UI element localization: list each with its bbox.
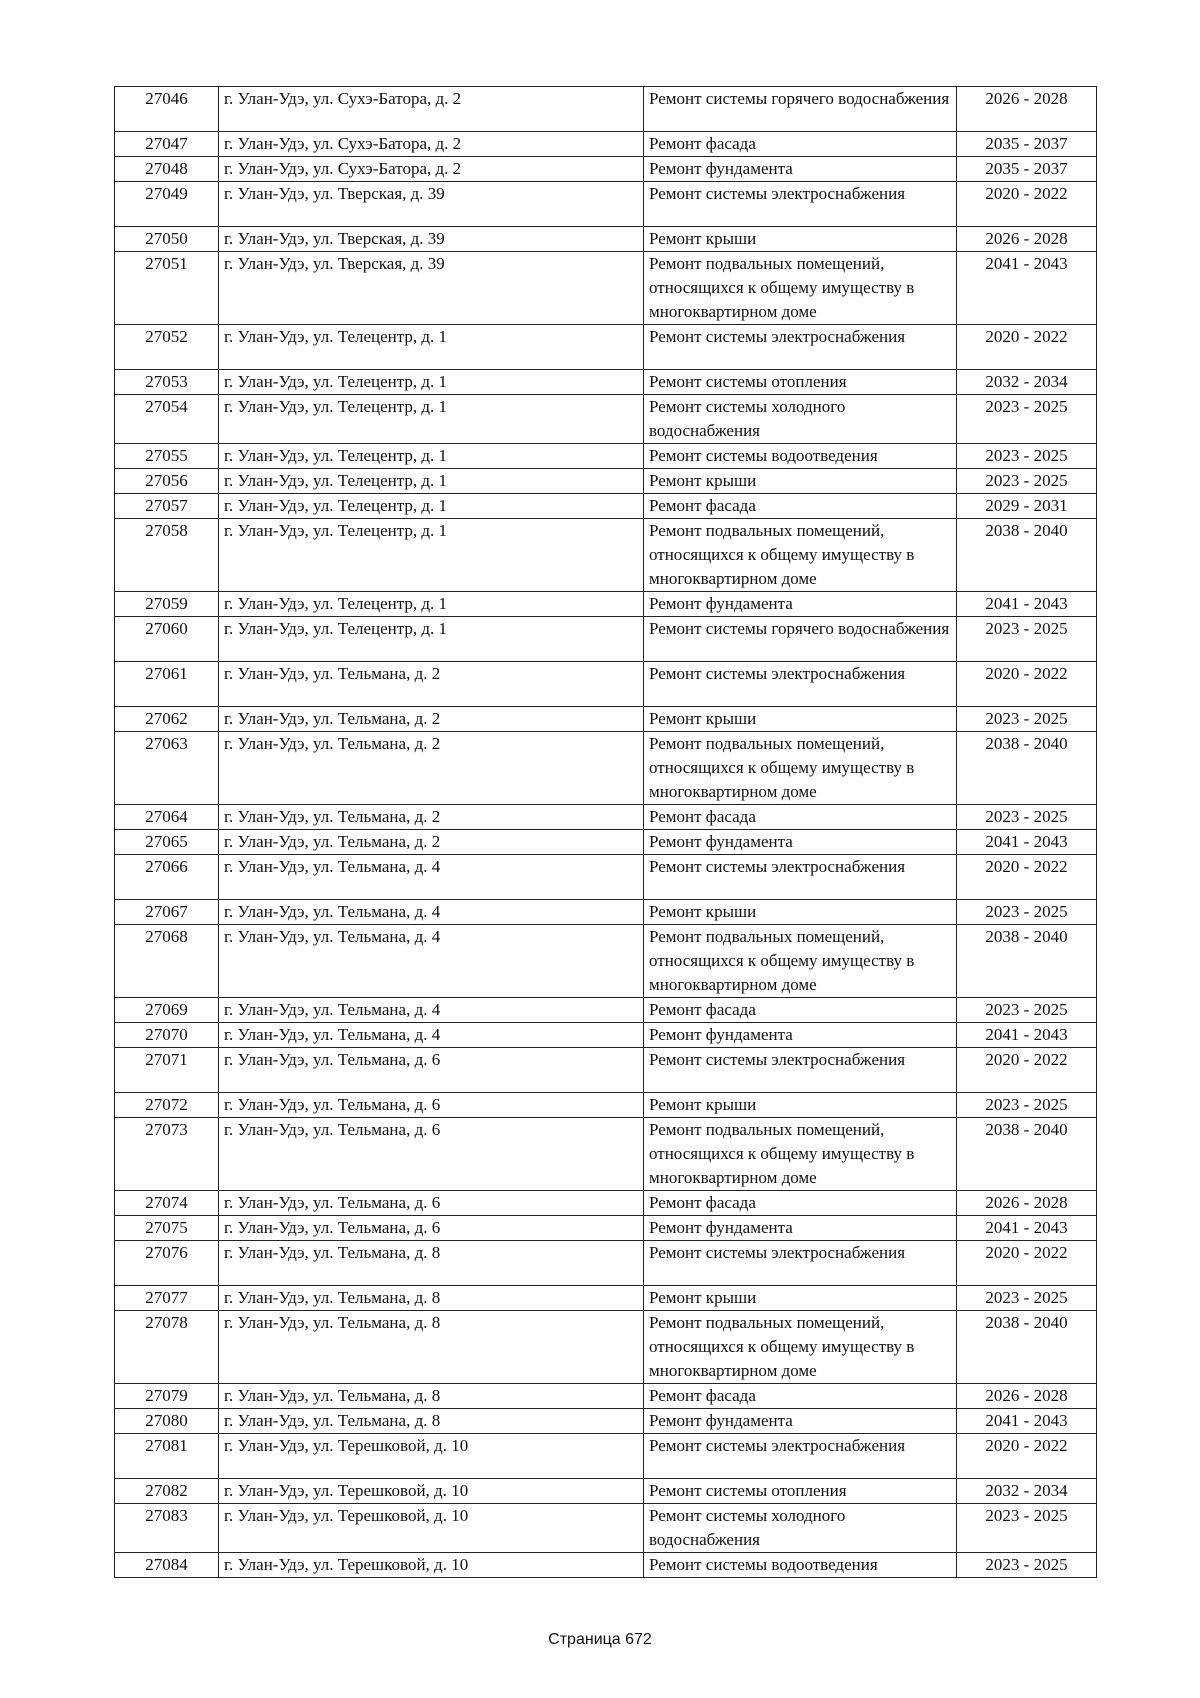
period-cell: 2023 - 2025: [957, 707, 1097, 732]
table-row: [115, 662, 1097, 707]
address-cell: г. Улан-Удэ, ул. Тельмана, д. 2: [219, 805, 644, 830]
row-number-cell: 27056: [115, 469, 219, 494]
row-number-cell: 27050: [115, 227, 219, 252]
period-cell: 2023 - 2025: [957, 1093, 1097, 1118]
row-number-cell: 27061: [115, 662, 219, 707]
work-type-cell: Ремонт фундамента: [644, 592, 957, 617]
table-row: [115, 1191, 1097, 1216]
work-type-cell: Ремонт системы электроснабжения: [644, 855, 957, 900]
work-type-cell: Ремонт крыши: [644, 1093, 957, 1118]
row-number-cell: 27063: [115, 732, 219, 805]
work-type-cell: Ремонт фундамента: [644, 1023, 957, 1048]
row-number-cell: 27084: [115, 1553, 219, 1578]
address-cell: г. Улан-Удэ, ул. Терешковой, д. 10: [219, 1553, 644, 1578]
table-row: [115, 855, 1097, 900]
work-type-cell: Ремонт системы электроснабжения: [644, 182, 957, 227]
row-number-cell: 27083: [115, 1504, 219, 1553]
period-cell: 2023 - 2025: [957, 805, 1097, 830]
period-cell: 2020 - 2022: [957, 855, 1097, 900]
period-cell: 2026 - 2028: [957, 1191, 1097, 1216]
table-row: [115, 325, 1097, 370]
address-cell: г. Улан-Удэ, ул. Тельмана, д. 4: [219, 855, 644, 900]
row-number-cell: 27049: [115, 182, 219, 227]
period-cell: 2026 - 2028: [957, 87, 1097, 132]
row-number-cell: 27076: [115, 1241, 219, 1286]
row-number-cell: 27067: [115, 900, 219, 925]
table-row: [115, 592, 1097, 617]
work-type-cell: Ремонт подвальных помещений, относящихся к общему имуществу в многоквартирном доме: [644, 519, 957, 592]
work-type-cell: Ремонт подвальных помещений, относящихся к общему имуществу в многоквартирном доме: [644, 925, 957, 998]
address-cell: г. Улан-Удэ, ул. Телецентр, д. 1: [219, 325, 644, 370]
row-number-cell: 27064: [115, 805, 219, 830]
period-cell: 2020 - 2022: [957, 1048, 1097, 1093]
work-type-cell: Ремонт фундамента: [644, 830, 957, 855]
table-row: [115, 227, 1097, 252]
row-number-cell: 27046: [115, 87, 219, 132]
work-type-cell: Ремонт системы холодного водоснабжения: [644, 395, 957, 444]
period-cell: 2020 - 2022: [957, 325, 1097, 370]
work-type-cell: Ремонт системы горячего водоснабжения: [644, 87, 957, 132]
period-cell: 2041 - 2043: [957, 830, 1097, 855]
period-cell: 2023 - 2025: [957, 998, 1097, 1023]
table-row: [115, 1479, 1097, 1504]
period-cell: 2023 - 2025: [957, 617, 1097, 662]
address-cell: г. Улан-Удэ, ул. Телецентр, д. 1: [219, 444, 644, 469]
work-type-cell: Ремонт подвальных помещений, относящихся к общему имуществу в многоквартирном доме: [644, 732, 957, 805]
row-number-cell: 27059: [115, 592, 219, 617]
period-cell: 2038 - 2040: [957, 925, 1097, 998]
row-number-cell: 27073: [115, 1118, 219, 1191]
period-cell: 2026 - 2028: [957, 227, 1097, 252]
period-cell: 2023 - 2025: [957, 395, 1097, 444]
table-row: [115, 1118, 1097, 1191]
work-type-cell: Ремонт подвальных помещений, относящихся к общему имуществу в многоквартирном доме: [644, 1118, 957, 1191]
address-cell: г. Улан-Удэ, ул. Терешковой, д. 10: [219, 1479, 644, 1504]
address-cell: г. Улан-Удэ, ул. Тельмана, д. 2: [219, 662, 644, 707]
table-row: [115, 707, 1097, 732]
table-row: [115, 87, 1097, 132]
address-cell: г. Улан-Удэ, ул. Тверская, д. 39: [219, 252, 644, 325]
row-number-cell: 27074: [115, 1191, 219, 1216]
table-row: [115, 444, 1097, 469]
table-row: [115, 1048, 1097, 1093]
work-type-cell: Ремонт фундамента: [644, 157, 957, 182]
period-cell: 2041 - 2043: [957, 1409, 1097, 1434]
period-cell: 2020 - 2022: [957, 182, 1097, 227]
period-cell: 2032 - 2034: [957, 1479, 1097, 1504]
row-number-cell: 27053: [115, 370, 219, 395]
row-number-cell: 27080: [115, 1409, 219, 1434]
row-number-cell: 27047: [115, 132, 219, 157]
row-number-cell: 27081: [115, 1434, 219, 1479]
period-cell: 2023 - 2025: [957, 1286, 1097, 1311]
work-type-cell: Ремонт системы электроснабжения: [644, 325, 957, 370]
work-type-cell: Ремонт фундамента: [644, 1409, 957, 1434]
row-number-cell: 27079: [115, 1384, 219, 1409]
table-row: [115, 157, 1097, 182]
period-cell: 2038 - 2040: [957, 1118, 1097, 1191]
period-cell: 2035 - 2037: [957, 157, 1097, 182]
row-number-cell: 27071: [115, 1048, 219, 1093]
work-type-cell: Ремонт системы водоотведения: [644, 444, 957, 469]
table-row: [115, 732, 1097, 805]
work-type-cell: Ремонт подвальных помещений, относящихся к общему имуществу в многоквартирном доме: [644, 1311, 957, 1384]
table-row: [115, 925, 1097, 998]
address-cell: г. Улан-Удэ, ул. Тельмана, д. 4: [219, 1023, 644, 1048]
row-number-cell: 27060: [115, 617, 219, 662]
work-type-cell: Ремонт системы электроснабжения: [644, 1241, 957, 1286]
table-row: [115, 252, 1097, 325]
period-cell: 2020 - 2022: [957, 1434, 1097, 1479]
period-cell: 2041 - 2043: [957, 592, 1097, 617]
table-row: [115, 1216, 1097, 1241]
address-cell: г. Улан-Удэ, ул. Тельмана, д. 2: [219, 707, 644, 732]
row-number-cell: 27082: [115, 1479, 219, 1504]
address-cell: г. Улан-Удэ, ул. Сухэ-Батора, д. 2: [219, 157, 644, 182]
address-cell: г. Улан-Удэ, ул. Тельмана, д. 8: [219, 1384, 644, 1409]
table-row: [115, 494, 1097, 519]
address-cell: г. Улан-Удэ, ул. Сухэ-Батора, д. 2: [219, 87, 644, 132]
table-row: [115, 1241, 1097, 1286]
row-number-cell: 27078: [115, 1311, 219, 1384]
address-cell: г. Улан-Удэ, ул. Телецентр, д. 1: [219, 395, 644, 444]
table-row: [115, 519, 1097, 592]
period-cell: 2041 - 2043: [957, 1216, 1097, 1241]
row-number-cell: 27055: [115, 444, 219, 469]
table-row: [115, 370, 1097, 395]
period-cell: 2041 - 2043: [957, 252, 1097, 325]
period-cell: 2038 - 2040: [957, 519, 1097, 592]
page-number: Страница 672: [548, 1631, 652, 1648]
address-cell: г. Улан-Удэ, ул. Тельмана, д. 2: [219, 732, 644, 805]
table-row: [115, 1504, 1097, 1553]
address-cell: г. Улан-Удэ, ул. Тельмана, д. 6: [219, 1191, 644, 1216]
address-cell: г. Улан-Удэ, ул. Тельмана, д. 4: [219, 998, 644, 1023]
row-number-cell: 27066: [115, 855, 219, 900]
work-type-cell: Ремонт фасада: [644, 1384, 957, 1409]
work-type-cell: Ремонт системы горячего водоснабжения: [644, 617, 957, 662]
work-type-cell: Ремонт крыши: [644, 707, 957, 732]
table-row: [115, 1553, 1097, 1578]
table-row: [115, 1409, 1097, 1434]
address-cell: г. Улан-Удэ, ул. Тверская, д. 39: [219, 227, 644, 252]
period-cell: 2023 - 2025: [957, 1553, 1097, 1578]
address-cell: г. Улан-Удэ, ул. Тверская, д. 39: [219, 182, 644, 227]
address-cell: г. Улан-Удэ, ул. Тельмана, д. 4: [219, 925, 644, 998]
row-number-cell: 27072: [115, 1093, 219, 1118]
work-type-cell: Ремонт фасада: [644, 132, 957, 157]
address-cell: г. Улан-Удэ, ул. Тельмана, д. 4: [219, 900, 644, 925]
period-cell: 2020 - 2022: [957, 662, 1097, 707]
row-number-cell: 27062: [115, 707, 219, 732]
row-number-cell: 27058: [115, 519, 219, 592]
row-number-cell: 27051: [115, 252, 219, 325]
address-cell: г. Улан-Удэ, ул. Тельмана, д. 8: [219, 1286, 644, 1311]
repair-schedule-table: [114, 86, 1097, 1578]
address-cell: г. Улан-Удэ, ул. Тельмана, д. 8: [219, 1311, 644, 1384]
table-row: [115, 1023, 1097, 1048]
row-number-cell: 27052: [115, 325, 219, 370]
table-row: [115, 132, 1097, 157]
work-type-cell: Ремонт крыши: [644, 1286, 957, 1311]
address-cell: г. Улан-Удэ, ул. Тельмана, д. 6: [219, 1093, 644, 1118]
period-cell: 2038 - 2040: [957, 732, 1097, 805]
work-type-cell: Ремонт системы водоотведения: [644, 1553, 957, 1578]
work-type-cell: Ремонт системы электроснабжения: [644, 662, 957, 707]
table-row: [115, 395, 1097, 444]
address-cell: г. Улан-Удэ, ул. Тельмана, д. 6: [219, 1048, 644, 1093]
work-type-cell: Ремонт крыши: [644, 900, 957, 925]
table-row: [115, 1286, 1097, 1311]
work-type-cell: Ремонт системы электроснабжения: [644, 1434, 957, 1479]
work-type-cell: Ремонт крыши: [644, 227, 957, 252]
table-row: [115, 998, 1097, 1023]
address-cell: г. Улан-Удэ, ул. Тельмана, д. 8: [219, 1241, 644, 1286]
row-number-cell: 27070: [115, 1023, 219, 1048]
work-type-cell: Ремонт крыши: [644, 469, 957, 494]
table-row: [115, 182, 1097, 227]
row-number-cell: 27054: [115, 395, 219, 444]
row-number-cell: 27048: [115, 157, 219, 182]
period-cell: 2029 - 2031: [957, 494, 1097, 519]
address-cell: г. Улан-Удэ, ул. Телецентр, д. 1: [219, 370, 644, 395]
table-row: [115, 617, 1097, 662]
row-number-cell: 27068: [115, 925, 219, 998]
table-row: [115, 1384, 1097, 1409]
period-cell: 2041 - 2043: [957, 1023, 1097, 1048]
address-cell: г. Улан-Удэ, ул. Телецентр, д. 1: [219, 592, 644, 617]
work-type-cell: Ремонт системы холодного водоснабжения: [644, 1504, 957, 1553]
work-type-cell: Ремонт фундамента: [644, 1216, 957, 1241]
table-row: [115, 469, 1097, 494]
table-row: [115, 1311, 1097, 1384]
work-type-cell: Ремонт подвальных помещений, относящихся к общему имуществу в многоквартирном доме: [644, 252, 957, 325]
period-cell: 2023 - 2025: [957, 444, 1097, 469]
period-cell: 2038 - 2040: [957, 1311, 1097, 1384]
address-cell: г. Улан-Удэ, ул. Терешковой, д. 10: [219, 1434, 644, 1479]
address-cell: г. Улан-Удэ, ул. Сухэ-Батора, д. 2: [219, 132, 644, 157]
row-number-cell: 27065: [115, 830, 219, 855]
period-cell: 2026 - 2028: [957, 1384, 1097, 1409]
address-cell: г. Улан-Удэ, ул. Тельмана, д. 6: [219, 1216, 644, 1241]
row-number-cell: 27075: [115, 1216, 219, 1241]
table-row: [115, 1093, 1097, 1118]
period-cell: 2020 - 2022: [957, 1241, 1097, 1286]
address-cell: г. Улан-Удэ, ул. Терешковой, д. 10: [219, 1504, 644, 1553]
address-cell: г. Улан-Удэ, ул. Телецентр, д. 1: [219, 494, 644, 519]
address-cell: г. Улан-Удэ, ул. Тельмана, д. 6: [219, 1118, 644, 1191]
row-number-cell: 27077: [115, 1286, 219, 1311]
work-type-cell: Ремонт фасада: [644, 494, 957, 519]
period-cell: 2035 - 2037: [957, 132, 1097, 157]
address-cell: г. Улан-Удэ, ул. Телецентр, д. 1: [219, 617, 644, 662]
address-cell: г. Улан-Удэ, ул. Телецентр, д. 1: [219, 519, 644, 592]
work-type-cell: Ремонт системы отопления: [644, 370, 957, 395]
period-cell: 2032 - 2034: [957, 370, 1097, 395]
work-type-cell: Ремонт фасада: [644, 998, 957, 1023]
address-cell: г. Улан-Удэ, ул. Тельмана, д. 2: [219, 830, 644, 855]
table-body: [115, 87, 1097, 1578]
work-type-cell: Ремонт системы отопления: [644, 1479, 957, 1504]
period-cell: 2023 - 2025: [957, 900, 1097, 925]
work-type-cell: Ремонт фасада: [644, 805, 957, 830]
table-row: [115, 900, 1097, 925]
period-cell: 2023 - 2025: [957, 1504, 1097, 1553]
work-type-cell: Ремонт системы электроснабжения: [644, 1048, 957, 1093]
address-cell: г. Улан-Удэ, ул. Телецентр, д. 1: [219, 469, 644, 494]
table-row: [115, 1434, 1097, 1479]
address-cell: г. Улан-Удэ, ул. Тельмана, д. 8: [219, 1409, 644, 1434]
period-cell: 2023 - 2025: [957, 469, 1097, 494]
work-type-cell: Ремонт фасада: [644, 1191, 957, 1216]
row-number-cell: 27057: [115, 494, 219, 519]
table-row: [115, 830, 1097, 855]
table-row: [115, 805, 1097, 830]
row-number-cell: 27069: [115, 998, 219, 1023]
